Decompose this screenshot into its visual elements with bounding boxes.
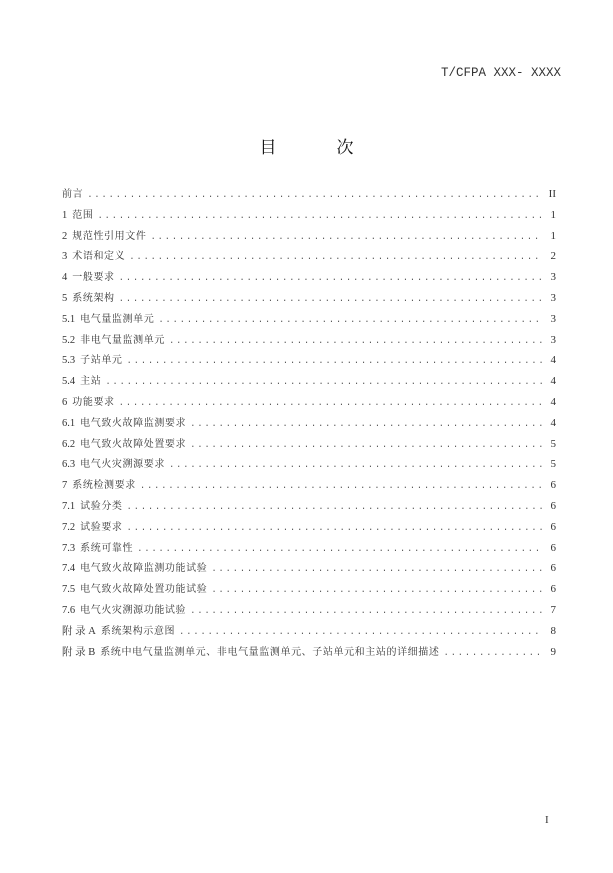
toc-entry-number: 6.3 bbox=[62, 459, 76, 471]
toc-entry-number: 7.5 bbox=[62, 584, 76, 596]
toc-entry-title: 范围 bbox=[72, 209, 94, 221]
toc-entry-title: 电气火灾溯源要求 bbox=[80, 459, 165, 471]
toc-entry-page: 3 bbox=[550, 271, 556, 284]
toc-entry-page: 6 bbox=[550, 520, 556, 533]
dot-leader bbox=[119, 289, 542, 310]
dot-leader bbox=[119, 393, 542, 414]
toc-entry-title: 电气致火故障监测要求 bbox=[80, 417, 187, 429]
toc-entry-page: 6 bbox=[550, 499, 556, 512]
toc-entry-number: 1 bbox=[62, 209, 68, 221]
dot-leader bbox=[169, 331, 542, 352]
toc-entry-7-1[interactable] bbox=[62, 496, 556, 517]
toc-entry-3[interactable] bbox=[62, 246, 556, 267]
toc-entry-page: 9 bbox=[550, 645, 556, 658]
toc-entry-number: 7.6 bbox=[62, 604, 76, 616]
toc-entry-5-1[interactable] bbox=[62, 309, 556, 330]
dot-leader bbox=[129, 247, 542, 268]
toc-entry-title: 一般要求 bbox=[72, 272, 115, 284]
toc-entry-page: 2 bbox=[550, 250, 556, 263]
toc-entry-appendix-b[interactable] bbox=[62, 642, 556, 663]
dot-leader bbox=[127, 518, 542, 539]
toc-entry-number: 5.2 bbox=[62, 334, 76, 346]
toc-entry-title: 电气致火故障处置要求 bbox=[80, 438, 187, 450]
toc-title-char-1: 目 bbox=[259, 138, 277, 158]
toc-entry-title: 电气量监测单元 bbox=[80, 313, 155, 325]
toc-entry-number: 7.4 bbox=[62, 563, 76, 575]
toc-entry-page: 4 bbox=[550, 354, 556, 367]
toc-entry-page: 3 bbox=[550, 312, 556, 325]
toc-entry-page: 7 bbox=[550, 603, 556, 616]
toc-entry-title: 电气火灾溯源功能试验 bbox=[80, 604, 187, 616]
toc-entry-page: 1 bbox=[550, 208, 556, 221]
toc-entry-4[interactable] bbox=[62, 267, 556, 288]
dot-leader bbox=[443, 643, 542, 664]
toc-entry-appendix-a[interactable] bbox=[62, 621, 556, 642]
toc-entry-6-1[interactable] bbox=[62, 413, 556, 434]
toc-entry-title: 规范性引用文件 bbox=[72, 230, 147, 242]
toc-entry-title: 试验分类 bbox=[80, 500, 123, 512]
page-number: I bbox=[545, 814, 549, 826]
toc-title bbox=[0, 133, 613, 158]
toc-entry-number: 6.2 bbox=[62, 438, 76, 450]
dot-leader bbox=[211, 559, 542, 580]
toc-entry-page: 4 bbox=[550, 416, 556, 429]
toc-entry-page: II bbox=[548, 188, 556, 200]
toc-entry-page: 4 bbox=[550, 395, 556, 408]
toc-entry-page: 8 bbox=[550, 624, 556, 637]
toc-entry-number: 7.1 bbox=[62, 500, 76, 512]
toc-entry-number: 6 bbox=[62, 396, 68, 408]
toc-entry-number: 7.3 bbox=[62, 542, 76, 554]
toc-entry-number: 5.1 bbox=[62, 313, 76, 325]
toc-entry-7-5[interactable] bbox=[62, 579, 556, 600]
toc-entry-title: 电气致火故障监测功能试验 bbox=[80, 563, 208, 575]
dot-leader bbox=[137, 539, 542, 560]
dot-leader bbox=[119, 268, 542, 289]
dot-leader bbox=[140, 476, 542, 497]
toc-entry-foreword[interactable] bbox=[62, 184, 556, 205]
toc-entry-title: 术语和定义 bbox=[72, 251, 126, 263]
toc-entry-number: 5.3 bbox=[62, 355, 76, 367]
dot-leader bbox=[190, 435, 542, 456]
toc-entry-number: 6.1 bbox=[62, 417, 76, 429]
dot-leader bbox=[97, 206, 542, 227]
toc-entry-number: 7.2 bbox=[62, 521, 76, 533]
toc-entry-page: 5 bbox=[550, 437, 556, 450]
toc-entry-page: 3 bbox=[550, 291, 556, 304]
toc-entry-number: 4 bbox=[62, 272, 68, 284]
dot-leader bbox=[179, 622, 542, 643]
toc-entry-number: 5 bbox=[62, 292, 68, 304]
toc-entry-number: 7 bbox=[62, 480, 68, 492]
toc-entry-title: 非电气量监测单元 bbox=[80, 334, 165, 346]
dot-leader bbox=[105, 372, 542, 393]
dot-leader bbox=[190, 601, 542, 622]
document-code: T/CFPA XXX- XXXX bbox=[440, 66, 561, 80]
toc-entry-title: 前言 bbox=[62, 189, 84, 200]
toc-entry-number: 3 bbox=[62, 251, 68, 263]
toc-entry-title: 功能要求 bbox=[72, 396, 115, 408]
toc-entry-title: 电气致火故障处置功能试验 bbox=[80, 584, 208, 596]
toc-entry-title: 主站 bbox=[80, 376, 102, 388]
toc-entry-number: 2 bbox=[62, 230, 68, 242]
toc-entry-6[interactable] bbox=[62, 392, 556, 413]
toc-entry-page: 1 bbox=[550, 229, 556, 242]
toc-entry-7-4[interactable] bbox=[62, 558, 556, 579]
toc-entry-page: 6 bbox=[550, 583, 556, 596]
toc-entry-5-3[interactable] bbox=[62, 350, 556, 371]
toc-entry-6-2[interactable] bbox=[62, 434, 556, 455]
toc-entry-number: 附 录 A bbox=[62, 625, 96, 637]
toc-entry-page: 6 bbox=[550, 562, 556, 575]
toc-entry-number: 附 录 B bbox=[62, 646, 96, 658]
toc-entry-page: 6 bbox=[550, 541, 556, 554]
toc-entry-2[interactable] bbox=[62, 226, 556, 247]
toc-entry-title: 试验要求 bbox=[80, 521, 123, 533]
dot-leader bbox=[190, 414, 542, 435]
toc-entry-page: 6 bbox=[550, 479, 556, 492]
toc-entry-title: 子站单元 bbox=[80, 355, 123, 367]
toc-entry-title: 系统可靠性 bbox=[80, 542, 134, 554]
toc-entry-6-3[interactable] bbox=[62, 454, 556, 475]
dot-leader bbox=[158, 310, 542, 331]
toc-entry-title: 系统架构示意图 bbox=[100, 625, 176, 637]
table-of-contents bbox=[62, 184, 556, 662]
toc-entry-number: 5.4 bbox=[62, 376, 76, 388]
toc-entry-1[interactable] bbox=[62, 205, 556, 226]
toc-entry-title: 系统检测要求 bbox=[72, 480, 136, 492]
toc-entry-7-6[interactable] bbox=[62, 600, 556, 621]
toc-entry-7-2[interactable] bbox=[62, 517, 556, 538]
dot-leader bbox=[211, 580, 542, 601]
dot-leader bbox=[150, 227, 542, 248]
dot-leader bbox=[87, 185, 542, 206]
dot-leader bbox=[127, 497, 542, 518]
toc-entry-title: 系统中电气量监测单元、非电气量监测单元、子站单元和主站的详细描述 bbox=[100, 646, 440, 658]
toc-entry-5-2[interactable] bbox=[62, 330, 556, 351]
toc-entry-page: 4 bbox=[550, 375, 556, 388]
toc-title-char-2: 次 bbox=[336, 138, 354, 158]
toc-entry-page: 5 bbox=[550, 458, 556, 471]
toc-entry-page: 3 bbox=[550, 333, 556, 346]
toc-entry-7[interactable] bbox=[62, 475, 556, 496]
toc-entry-7-3[interactable] bbox=[62, 538, 556, 559]
toc-entry-title: 系统架构 bbox=[72, 292, 115, 304]
toc-entry-5-4[interactable] bbox=[62, 371, 556, 392]
dot-leader bbox=[127, 351, 542, 372]
toc-entry-5[interactable] bbox=[62, 288, 556, 309]
dot-leader bbox=[169, 455, 542, 476]
